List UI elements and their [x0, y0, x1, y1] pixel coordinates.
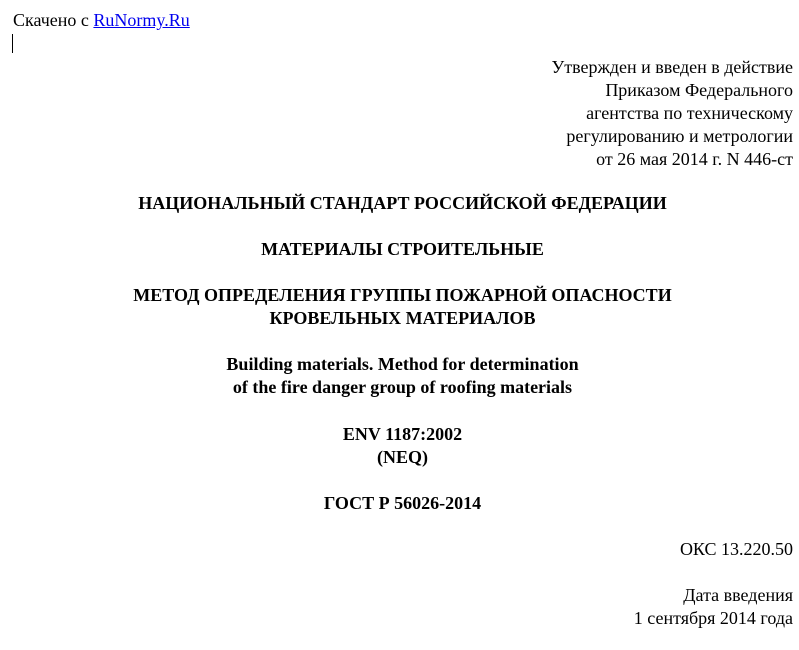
english-title	[0, 353, 799, 399]
intro-date-label: Дата введения	[683, 585, 793, 605]
method-line-1: МЕТОД ОПРЕДЕЛЕНИЯ ГРУППЫ ПОЖАРНОЙ ОПАСНОСТИ	[133, 285, 672, 305]
materials-heading	[0, 238, 799, 261]
national-standard-text: НАЦИОНАЛЬНЫЙ СТАНДАРТ РОССИЙСКОЙ ФЕДЕРАЦИИ	[138, 193, 667, 213]
english-title-line-2: of the fire danger group of roofing materials	[232, 377, 573, 397]
approval-line: Приказом Федерального	[605, 80, 793, 100]
source-prefix: Скачено с	[13, 10, 94, 30]
approval-line: Утвержден и введен в действие	[551, 57, 793, 77]
env-reference-line-1: ENV 1187:2002	[342, 424, 463, 444]
source-link[interactable]: RuNormy.Ru	[93, 10, 190, 30]
approval-line: агентства по техническому	[586, 103, 793, 123]
national-standard-heading	[0, 192, 799, 215]
oks-text: ОКС 13.220.50	[679, 539, 793, 559]
env-reference-line-2: (NEQ)	[377, 447, 428, 467]
intro-date-value: 1 сентября 2014 года	[633, 608, 793, 628]
method-heading	[0, 284, 799, 330]
gost-text: ГОСТ Р 56026-2014	[323, 493, 482, 513]
approval-block	[551, 56, 793, 171]
method-line-2: КРОВЕЛЬНЫХ МАТЕРИАЛОВ	[269, 308, 536, 328]
oks-code	[680, 538, 793, 561]
text-cursor	[12, 34, 13, 53]
english-title-line-1: Building materials. Method for determination	[226, 354, 579, 374]
materials-text: МАТЕРИАЛЫ СТРОИТЕЛЬНЫЕ	[261, 239, 544, 259]
gost-designation	[0, 492, 799, 515]
source-line	[13, 9, 190, 31]
env-reference	[0, 423, 799, 469]
intro-date-block	[634, 584, 793, 630]
approval-line: регулированию и метрологии	[566, 126, 793, 146]
approval-line: от 26 мая 2014 г. N 446-ст	[596, 149, 793, 169]
